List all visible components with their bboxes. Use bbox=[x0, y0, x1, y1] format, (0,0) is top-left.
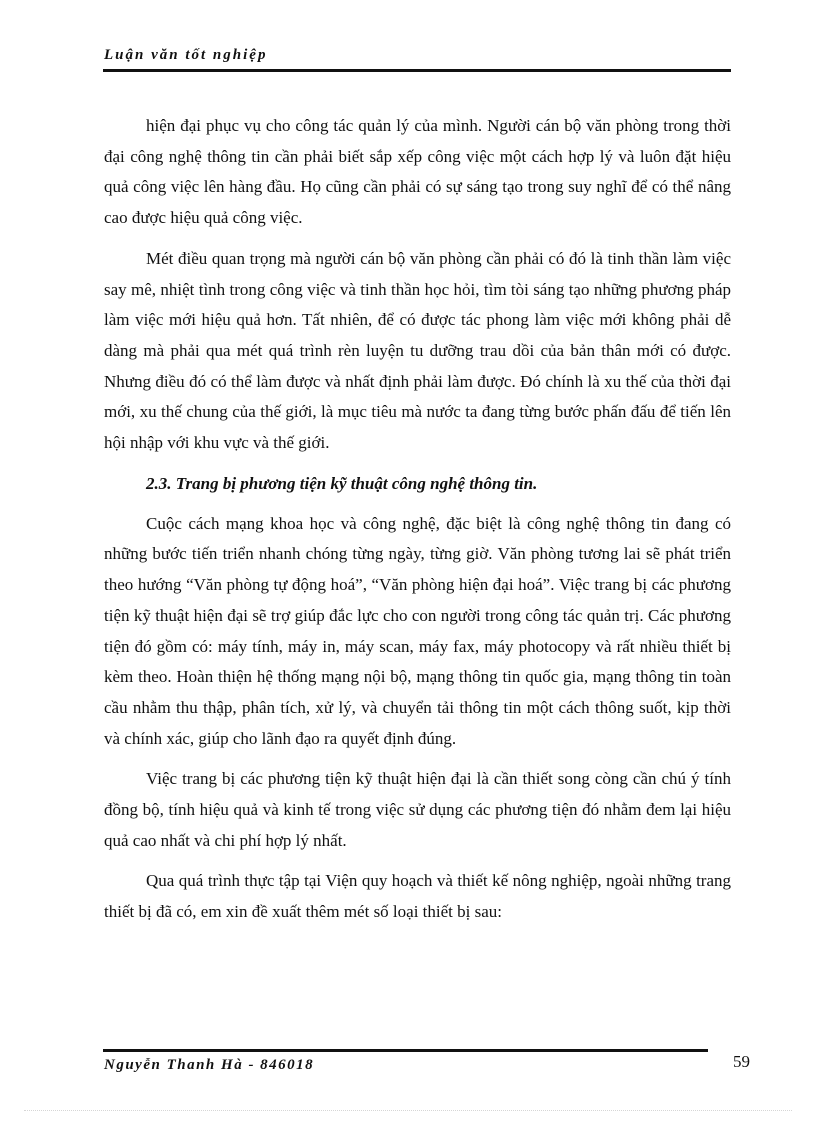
paragraph-work-spirit: Mét điều quan trọng mà người cán bộ văn phòng cần phải có đó là tinh thần làm việc say mê, nhiệt tình trong công việc và tinh thần học hỏi, tìm tòi sáng tạo những phương pháp làm việc mới hiệu quả hơn. Tất nhiên, để có được tác phong làm việc mới không phải dễ dàng mà phải qua mét quá trình rèn luyện tu dưỡng trau dồi của bản thân mới có được. Nhưng điều đó có thể làm được và nhất định phải làm được. Đó chính là xu thế của thời đại mới, xu thế chung của thế giới, là mục tiêu mà nước ta đang từng bước phấn đấu để tiến lên hội nhập với khu vực và thế giới. bbox=[104, 248, 731, 453]
header-divider bbox=[103, 69, 731, 72]
paragraph-internship-proposal: Qua quá trình thực tập tại Viện quy hoạch và thiết kế nông nghiệp, ngoài những trang thiết bị đã có, em xin đề xuất thêm mét số loại thiết bị sau: bbox=[104, 871, 731, 922]
paragraph-office-staff: hiện đại phục vụ cho công tác quản lý của mình. Người cán bộ văn phòng trong thời đại công nghệ thông tin cần phải biết sắp xếp công việc một cách hợp lý và luôn đặt hiệu quả công việc lên hàng đầu. Họ cũng cần phải có sự sáng tạo trong suy nghĩ để có thể nâng cao được hiệu quả công việc. bbox=[104, 116, 731, 228]
paragraph-tech-revolution: Cuộc cách mạng khoa học và công nghệ, đặc biệt là công nghệ thông tin đang có những bước tiến triển nhanh chóng từng ngày, từng giờ. Văn phòng tương lai sẽ phát triển theo hướng “Văn phòng tự động hoá”, “Văn phòng hiện đại hoá”. Việc trang bị các phương tiện kỹ thuật hiện đại sẽ trợ giúp đắc lực cho con người trong công tác quản trị. Các phương tiện đó gồm có: máy tính, máy in, máy scan, máy fax, máy photocopy và rất nhiều thiết bị kèm theo. Hoàn thiện hệ thống mạng nội bộ, mạng thông tin quốc gia, mạng thông tin toàn cầu nhằm thu thập, phân tích, xử lý, và chuyển tải thông tin một cách thông suốt, kịp thời và chính xác, giúp cho lãnh đạo ra quyết định đúng. bbox=[104, 513, 731, 748]
page-header-title: Luận văn tốt nghiệp bbox=[104, 47, 268, 63]
page-number: 59 bbox=[733, 1052, 750, 1071]
section-heading: 2.3. Trang bị phương tiện kỹ thuật công nghệ thông tin. bbox=[146, 473, 538, 493]
document-body bbox=[104, 111, 731, 938]
paragraph-equipment-sync: Việc trang bị các phương tiện kỹ thuật hiện đại là cần thiết song còng cần chú ý tính đồng bộ, tính hiệu quả và kinh tế trong việc sử dụng các phương tiện đó nhằm đem lại hiệu quả cao nhất và chi phí hợp lý nhất. bbox=[104, 769, 731, 850]
footer-author: Nguyễn Thanh Hà - 846018 bbox=[104, 1057, 315, 1073]
page-bottom-edge bbox=[24, 1110, 792, 1111]
footer-divider bbox=[103, 1049, 708, 1052]
